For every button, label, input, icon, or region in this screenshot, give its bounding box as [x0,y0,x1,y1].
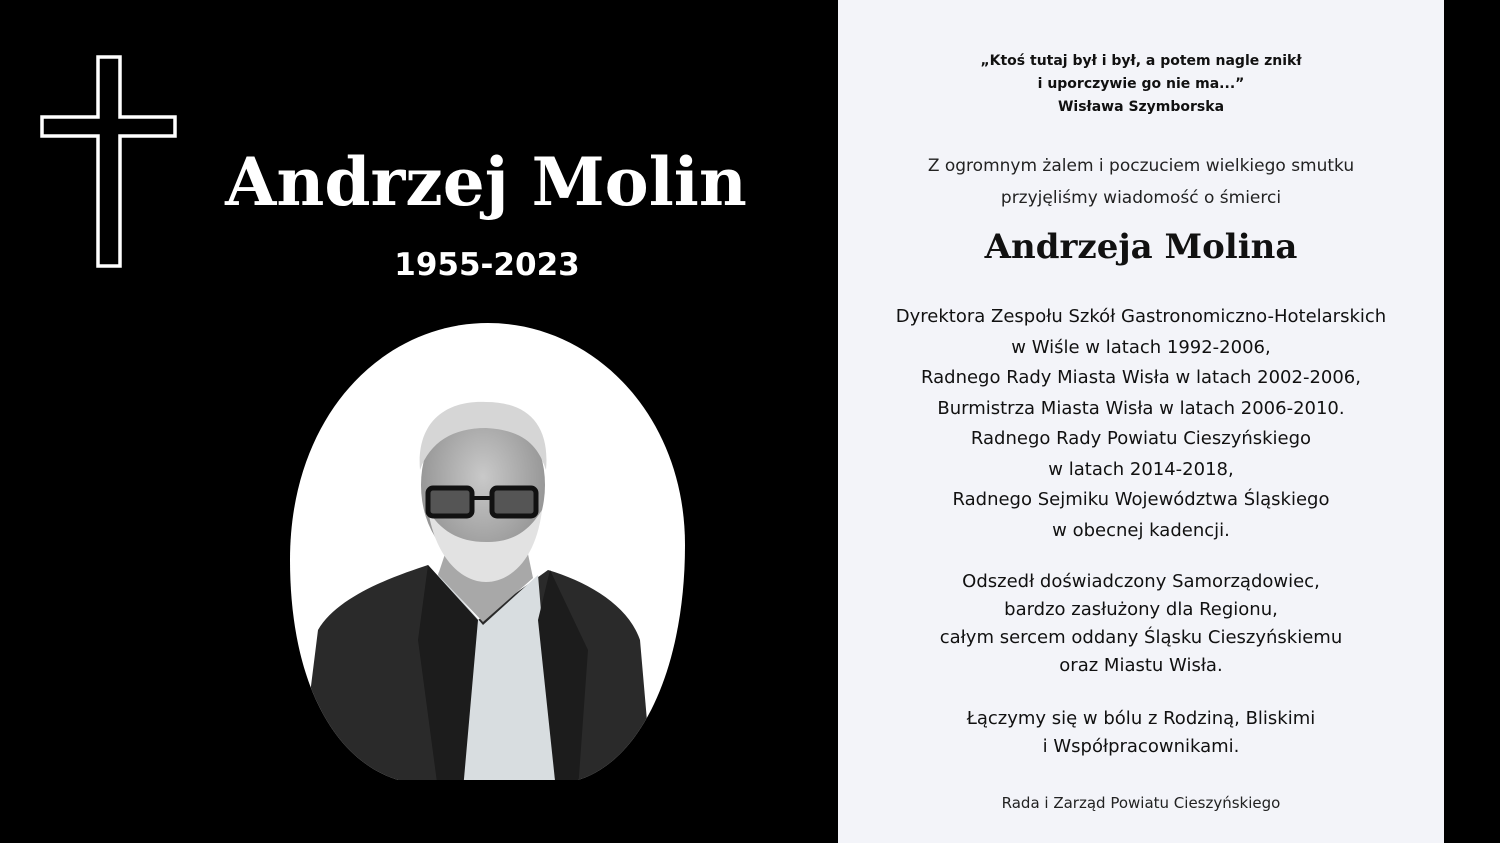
role-line: Radnego Sejmiku Województwa Śląskiego [952,489,1330,510]
condolence-line: Łączymy się w bólu z Rodziną, Bliskimi [966,708,1316,729]
tribute-line: bardzo zasłużony dla Regionu, [1004,599,1278,620]
role-line: w latach 2014-2018, [1048,458,1234,480]
deceased-name-heading: Andrzej Molin [225,143,747,221]
right-border-strip [1444,0,1500,843]
role-line: Dyrektora Zespołu Szkół Gastronomiczno-Hotelarskich [895,306,1387,327]
roles-list [838,302,1444,546]
quote-line: „Ktoś tutaj był i był, a potem nagle znikł [980,53,1302,69]
role-line: Radnego Rady Powiatu Cieszyńskiego [970,428,1312,449]
role-line: w obecnej kadencji. [1052,519,1230,541]
memorial-text-panel [838,0,1444,843]
intro-line: Z ogromnym żalem i poczuciem wielkiego smutku [927,156,1355,176]
quote [838,50,1444,119]
role-line: w Wiśle w latach 1992-2006, [1011,336,1271,358]
intro-line: przyjęliśmy wiadomość o śmierci [1000,188,1282,208]
condolence-text [838,705,1444,761]
tribute-line: oraz Miastu Wisła. [1059,655,1223,676]
quote-line: i uporczywie go nie ma...” [1037,76,1245,92]
deceased-name: Andrzeja Molina [984,227,1298,267]
condolence-line: i Współpracownikami. [1042,736,1240,757]
tribute-line: całym sercem oddany Śląsku Cieszyńskiemu [939,627,1343,648]
portrait-icon [288,320,688,790]
tribute-line: Odszedł doświadczony Samorządowiec, [962,571,1320,592]
cross-icon [40,55,180,270]
role-line: Burmistrza Miasta Wisła w latach 2006-2010. [937,397,1345,419]
tribute-text [838,568,1444,680]
intro-text [838,150,1444,214]
quote-author: Wisława Szymborska [1057,99,1225,115]
role-line: Radnego Rady Miasta Wisła w latach 2002-2006, [921,367,1361,388]
signature: Rada i Zarząd Powiatu Cieszyńskiego [1001,794,1281,812]
life-years: 1955-2023 [394,247,580,283]
